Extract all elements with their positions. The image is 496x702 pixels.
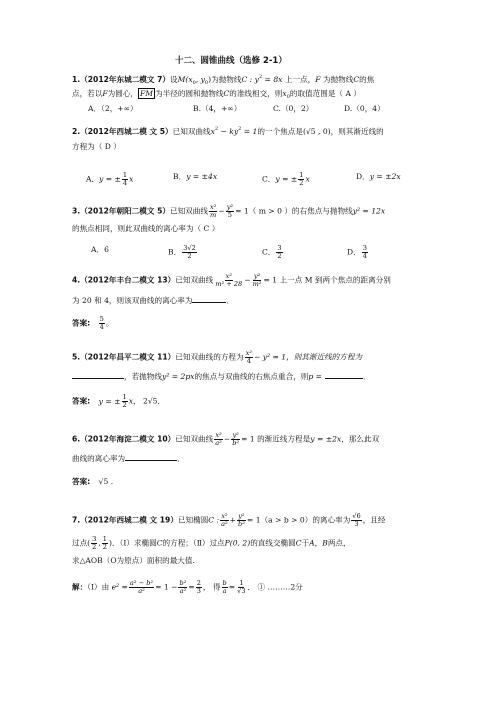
q4-eq-tail: = 1 上一点 M 到两个焦点的距离分别 bbox=[263, 275, 391, 285]
q7-sol-b: ， 得 bbox=[202, 582, 221, 592]
frac-den: 5 bbox=[227, 211, 232, 219]
q5-label: 5.（2012年昌平二模文 11） bbox=[72, 352, 176, 362]
q7-line3: 求△AOB（O为原点）面积的最大值. bbox=[72, 556, 195, 565]
q3-option-c bbox=[262, 245, 284, 260]
q7-point-y bbox=[102, 536, 108, 551]
q1-point-b: , y bbox=[195, 75, 205, 84]
frac-den: 3 bbox=[354, 520, 359, 528]
q7-l2f: 的直线交椭圆 bbox=[250, 538, 296, 548]
q7-sol-frac-5 bbox=[236, 580, 246, 595]
q2-option-d bbox=[356, 172, 401, 182]
q7-sol-e: e² = bbox=[111, 582, 128, 592]
q3-opt-c-label: C． bbox=[262, 247, 276, 257]
q6-answer-blank[interactable] bbox=[125, 453, 177, 461]
frac-den: 4 bbox=[99, 323, 104, 331]
q2-focus: (√5 , 0) bbox=[302, 127, 331, 136]
q3-label: 3.（2012年朝阳二模文 5） bbox=[72, 206, 170, 216]
q3-text-a: 已知双曲线 bbox=[169, 206, 208, 216]
q6-answer bbox=[72, 477, 113, 487]
q5-l2p: p = bbox=[308, 372, 323, 381]
q2-opt-d-label: D． bbox=[356, 172, 370, 181]
q2-opt-a-frac bbox=[122, 172, 128, 187]
q7-comma: , bbox=[98, 538, 101, 548]
q7-solution bbox=[72, 580, 303, 595]
frac-num: 1 bbox=[239, 579, 244, 587]
q2-option-a bbox=[86, 172, 133, 187]
q1-l2e: 为半径的圆和抛物线 bbox=[155, 89, 224, 98]
q1-sub-b: 0 bbox=[204, 80, 209, 86]
q1-sub: 0 bbox=[192, 80, 196, 86]
q5-line1 bbox=[72, 350, 362, 365]
q4-answer bbox=[72, 316, 113, 331]
frac-den: a² bbox=[221, 520, 228, 528]
frac-num: √6 bbox=[352, 512, 361, 520]
q1-l2f: C bbox=[223, 89, 230, 98]
q1-fm: FM bbox=[140, 89, 154, 98]
q6-frac-2 bbox=[231, 432, 240, 447]
q2-opt-c-frac bbox=[298, 172, 304, 187]
frac-num: b² bbox=[179, 579, 187, 587]
frac-num: y² bbox=[253, 272, 261, 280]
frac-den: 2 bbox=[122, 401, 127, 409]
q1-line1 bbox=[72, 75, 374, 85]
q7-sol-eq2: = bbox=[188, 582, 195, 592]
q1-text: 设 bbox=[169, 75, 178, 84]
q4-line2 bbox=[72, 295, 234, 306]
q1-point: M(x bbox=[177, 75, 193, 84]
q2-text-c: ，则其渐近线的 bbox=[330, 127, 384, 136]
frac-num: 1 bbox=[122, 171, 128, 179]
q5-answer-a: y = ± bbox=[98, 396, 121, 406]
q2-text-a: 已知双曲线 bbox=[172, 127, 211, 136]
q4-answer-label: 答案: bbox=[72, 318, 91, 328]
q2-line1 bbox=[72, 127, 384, 137]
frac-den: 2 bbox=[102, 543, 107, 551]
q7-frac-2 bbox=[237, 513, 246, 528]
q5-l2a: ，若抛物线 bbox=[124, 372, 162, 381]
q6-frac-1 bbox=[214, 432, 223, 447]
frac-num: y² bbox=[238, 512, 245, 520]
q3-frac-2 bbox=[226, 204, 234, 219]
q7-sol-label: 解： bbox=[72, 582, 88, 592]
q5-blank-1[interactable] bbox=[72, 371, 124, 379]
q7-l2g: C bbox=[295, 538, 302, 548]
frac-num: 1 bbox=[299, 171, 304, 179]
q7-c: C : bbox=[208, 515, 220, 525]
q7-line2 bbox=[72, 536, 351, 551]
frac-den: 2 bbox=[92, 543, 97, 551]
q3-opt-b-label: B． bbox=[168, 247, 182, 257]
frac-num: 3√2 bbox=[183, 244, 196, 252]
q7-plus: + bbox=[229, 515, 237, 525]
frac-num: 2 bbox=[196, 579, 201, 587]
q5-answer-b: x bbox=[128, 396, 133, 406]
q3-line2: 的焦点相同，则此双曲线的离心率为（ C ） bbox=[72, 224, 220, 233]
q2-opt-a-label: A． bbox=[86, 174, 100, 184]
frac-den: 2 bbox=[277, 252, 282, 260]
q2-option-b bbox=[173, 172, 217, 182]
q6-answer-value: √5 . bbox=[98, 477, 114, 486]
q1-sup: 2 bbox=[258, 74, 263, 80]
frac-den: a bbox=[222, 587, 227, 595]
q1-c: C bbox=[353, 75, 360, 84]
q7-text-a: 已知椭圆 bbox=[177, 515, 209, 525]
q7-l2b: )．（Ⅰ）求椭圆 bbox=[108, 538, 157, 548]
frac-den: m² + 28 bbox=[215, 280, 243, 288]
q7-sol-frac-4 bbox=[222, 580, 228, 595]
q4-label: 4.（2012年丰台二模文 13） bbox=[72, 275, 176, 285]
q1-point-c: )为抛物线 bbox=[208, 75, 242, 84]
q5-eq-tail: − y² = 1，则其渐近线的方程为 bbox=[253, 352, 363, 362]
q4-frac-2 bbox=[252, 273, 263, 288]
q4-minus: − bbox=[244, 275, 251, 285]
frac-den: 4 bbox=[122, 179, 128, 187]
q1-l2h: x bbox=[282, 89, 287, 98]
q3-frac-1 bbox=[209, 204, 217, 219]
q6-line2 bbox=[72, 453, 185, 464]
q7-frac-e bbox=[351, 513, 361, 528]
frac-num: 3 bbox=[277, 244, 282, 252]
q1-option-a: A．（2，+∞） bbox=[88, 104, 138, 113]
q3-opt-d-frac bbox=[362, 245, 368, 260]
frac-den: m bbox=[210, 211, 217, 219]
q6-line2-text: 曲线的离心率为 bbox=[72, 454, 126, 463]
q4-answer-end: 。 bbox=[105, 318, 114, 328]
q4-text-a: 已知双曲线 bbox=[175, 275, 214, 285]
q7-cond: = 1（a > b > 0）的离心率为 bbox=[246, 515, 351, 525]
q5-frac bbox=[245, 350, 253, 365]
q5-text-a: 已知双曲线的方程为 bbox=[175, 352, 244, 362]
frac-num: 5 bbox=[99, 315, 104, 323]
frac-num: x² bbox=[215, 431, 222, 439]
q6-minus: − bbox=[223, 434, 231, 444]
q2-opt-c-label: C． bbox=[262, 174, 276, 184]
q7-text-b: ，且经 bbox=[362, 515, 386, 525]
q3-opt-d-label: D． bbox=[347, 247, 361, 257]
section-title: 十二、圆锥曲线（选修 2-1） bbox=[175, 56, 287, 66]
q2-eq-b: − ky bbox=[218, 127, 239, 136]
q5-answer-frac bbox=[122, 394, 128, 409]
q1-option-c: C.（0，2） bbox=[273, 104, 314, 113]
q5-blank-2[interactable] bbox=[325, 371, 363, 379]
frac-num: x² bbox=[225, 272, 232, 280]
frac-den: a² bbox=[179, 587, 187, 595]
q3-line1 bbox=[72, 204, 385, 219]
q4-frac-1 bbox=[214, 273, 243, 288]
q1-text-f: 的焦 bbox=[359, 75, 375, 84]
frac-num: x² bbox=[209, 203, 217, 211]
q2-sup-b: 2 bbox=[238, 126, 242, 132]
q2-sup-a: 2 bbox=[214, 126, 219, 132]
q1-l2c: 为圆心， bbox=[107, 89, 139, 98]
q1-l2b: F bbox=[102, 89, 108, 98]
q5-l2-eq: y² = 2px bbox=[161, 372, 195, 381]
q2-option-c bbox=[262, 172, 310, 187]
q5-line2 bbox=[72, 371, 371, 382]
q1-option-b: B.（4，+∞） bbox=[193, 104, 242, 113]
q7-point-x bbox=[91, 536, 97, 551]
q5-answer bbox=[72, 394, 165, 409]
q5-answer-c: ， 2√5． bbox=[133, 396, 166, 406]
frac-den: m² bbox=[252, 280, 262, 288]
q1-label: 1.（2012年东城二模文 7） bbox=[72, 75, 170, 84]
q7-sol-a: （Ⅰ）由 bbox=[87, 582, 110, 592]
frac-num: b bbox=[222, 579, 227, 587]
frac-den: 4 bbox=[246, 357, 251, 365]
q7-sol-frac-2 bbox=[178, 580, 187, 595]
q4-line1 bbox=[72, 273, 391, 288]
q7-l2h: 于 bbox=[301, 538, 310, 548]
q7-l2k: B bbox=[322, 538, 328, 548]
q6-line2-end: ． bbox=[177, 454, 185, 463]
q7-sol-eq: = 1 − bbox=[155, 582, 178, 592]
q6-text-a: 已知双曲线 bbox=[175, 434, 214, 444]
q2-eq-a: x bbox=[210, 127, 215, 136]
q2-opt-a-eq: y = ± bbox=[99, 174, 121, 184]
q1-line2 bbox=[72, 89, 361, 99]
q6-asym: y = ±2x bbox=[310, 434, 342, 444]
frac-num: 3 bbox=[362, 244, 367, 252]
q1-f: F bbox=[315, 75, 321, 84]
frac-den: 4 bbox=[362, 252, 367, 260]
frac-num: y² bbox=[232, 431, 239, 439]
q3-option-a: A．6 bbox=[91, 245, 109, 254]
q7-sol-frac-3 bbox=[196, 580, 202, 595]
q4-answer-blank[interactable] bbox=[192, 295, 226, 303]
q2-opt-b-eq: y = ±4x bbox=[186, 172, 218, 181]
q1-curve-c: = 8x bbox=[262, 75, 283, 84]
q6-line1 bbox=[72, 432, 379, 447]
q3-eq-tail: = 1（ m > 0 ）的右焦点与抛物线 bbox=[235, 206, 353, 216]
q1-text-d: 为抛物线 bbox=[320, 75, 354, 84]
frac-num: x² bbox=[221, 512, 228, 520]
q4-answer-frac bbox=[99, 316, 105, 331]
q1-curve: C : y bbox=[241, 75, 259, 84]
q3-opt-c-frac bbox=[276, 245, 282, 260]
q2-eq-c: = 1 bbox=[241, 127, 258, 136]
q7-l2j: ， bbox=[314, 538, 323, 548]
q7-line1 bbox=[72, 513, 385, 528]
q1-text-b: 上一点， bbox=[282, 75, 316, 84]
q6-label: 6.（2012年海淀二模文 10） bbox=[72, 434, 176, 444]
q5-l2-end: ． bbox=[363, 372, 371, 381]
q3-parabola: y² = 12x bbox=[352, 206, 386, 216]
q7-sol-frac-1 bbox=[129, 580, 154, 595]
q6-eq-tail: = 1 的渐近线方程是 bbox=[241, 434, 311, 444]
frac-den: 2 bbox=[187, 252, 192, 260]
q7-label: 7.（2012年西城二模 文 19） bbox=[72, 515, 178, 525]
q2-text-b: 的一个焦点是 bbox=[257, 127, 303, 136]
q4-line2-end: ． bbox=[226, 296, 235, 305]
frac-num: 1 bbox=[102, 535, 107, 543]
frac-den: a² bbox=[138, 587, 145, 595]
q7-l2a: 过点( bbox=[72, 538, 91, 548]
q1-l2g: 的准线相交，则 bbox=[229, 89, 283, 98]
q2-opt-b-label: B． bbox=[173, 172, 187, 181]
q7-l2d: 的方程；（Ⅱ）过点 bbox=[162, 538, 225, 548]
frac-den: b² bbox=[232, 439, 240, 447]
q7-l2e: P(0, 2) bbox=[224, 538, 251, 548]
q7-frac-1 bbox=[220, 513, 229, 528]
q2-opt-c-eq: y = ± bbox=[275, 174, 298, 184]
frac-den: b² bbox=[238, 520, 245, 528]
q6-answer-label: 答案: bbox=[72, 477, 91, 486]
q2-opt-c-tail: x bbox=[305, 174, 310, 184]
frac-num: 3 bbox=[92, 535, 97, 543]
frac-num: 1 bbox=[122, 393, 127, 401]
q2-line2: 方程为（ D ） bbox=[72, 142, 121, 151]
q7-l2i: A bbox=[309, 538, 315, 548]
q7-sol-eq3: = bbox=[228, 582, 236, 592]
frac-den: 3 bbox=[196, 587, 201, 595]
frac-den: √3 bbox=[237, 587, 246, 595]
q3-minus: − bbox=[218, 206, 225, 216]
frac-den: a² bbox=[215, 439, 222, 447]
q3-option-b bbox=[168, 245, 198, 260]
q2-label: 2.（2012年西城二模 文 5） bbox=[72, 127, 173, 136]
q6-text-b: ，那么此双 bbox=[341, 434, 380, 444]
q7-l2l: 两点， bbox=[327, 538, 351, 548]
q5-answer-label: 答案: bbox=[72, 396, 91, 406]
q5-l2b: 的焦点与双曲线的右焦点重合，则 bbox=[194, 372, 309, 381]
frac-den: 2 bbox=[299, 179, 304, 187]
frac-num: a² − b² bbox=[129, 579, 154, 587]
q1-option-d: D.（0，4） bbox=[344, 104, 385, 113]
q2-opt-a-tail: x bbox=[129, 174, 134, 184]
q3-option-d bbox=[347, 245, 369, 260]
q1-l2i: 的取值范围是（ A ） bbox=[289, 89, 361, 98]
q4-line2-text: 为 20 和 4，则该双曲线的离心率为 bbox=[72, 296, 193, 305]
q2-opt-d-eq: y = ±2x bbox=[369, 172, 401, 181]
q3-opt-b-frac bbox=[182, 245, 197, 260]
q1-l2a: 点，若以 bbox=[72, 89, 103, 98]
q7-sol-c: ． ① ………2分 bbox=[247, 582, 303, 592]
q7-l2c: C bbox=[156, 538, 163, 548]
q1-l2-sub: 0 bbox=[286, 94, 290, 100]
frac-num: x² bbox=[245, 349, 252, 357]
frac-num: y² bbox=[226, 203, 234, 211]
